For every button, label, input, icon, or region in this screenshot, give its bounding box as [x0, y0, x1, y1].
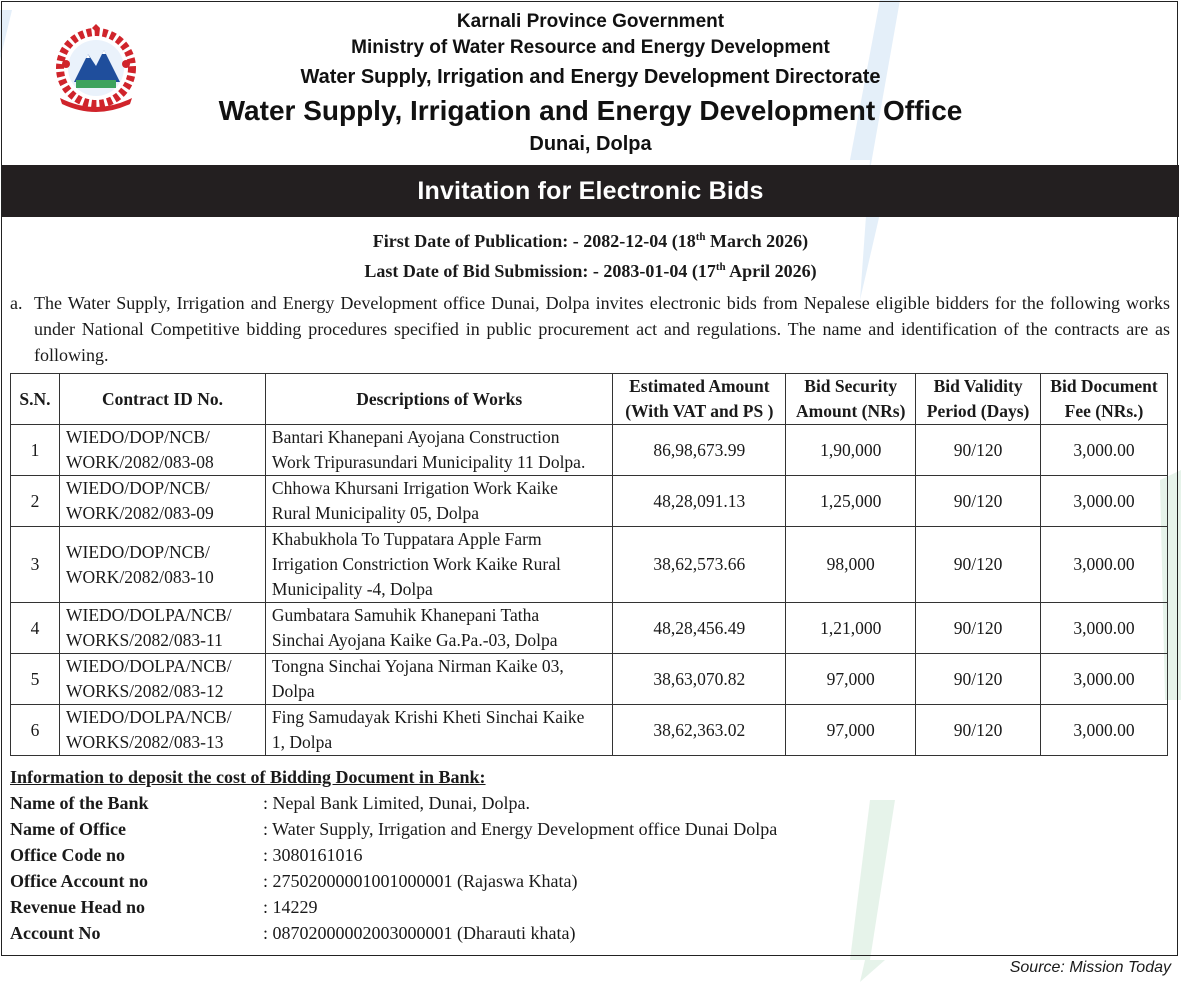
- description-line1: Bantari Khanepani Ayojana Construction: [271, 427, 560, 447]
- source-credit: Source: Mission Today: [1009, 959, 1171, 976]
- table-row: [11, 527, 1168, 603]
- bank-info-label: Office Account no: [10, 871, 148, 891]
- cell-description: [265, 603, 613, 654]
- cell-sn: 2: [11, 476, 60, 527]
- cell-validity: 90/120: [916, 425, 1041, 476]
- bank-info-value: : 14229: [263, 897, 318, 917]
- cell-fee: 3,000.00: [1041, 527, 1168, 603]
- cell-security: 1,21,000: [786, 603, 916, 654]
- description-line2: Dolpa: [271, 681, 315, 701]
- header-amount-line2: (With VAT and PS ): [625, 401, 774, 421]
- header-sn: S.N.: [11, 374, 60, 425]
- cell-validity: 90/120: [916, 705, 1041, 756]
- header-description: Descriptions of Works: [265, 374, 613, 425]
- cell-amount: 48,28,091.13: [613, 476, 786, 527]
- header-bid-security: [786, 374, 916, 425]
- bank-info-value: : Nepal Bank Limited, Dunai, Dolpa.: [263, 793, 530, 813]
- intro-marker: a.: [10, 293, 23, 313]
- province-government-title: Karnali Province Government: [456, 11, 725, 32]
- bank-info-value: : 3080161016: [263, 845, 363, 865]
- cell-sn: 3: [11, 527, 60, 603]
- header-fee-line2: Fee (NRs.): [1064, 401, 1144, 421]
- intro-paragraph: [10, 290, 1170, 368]
- contract-id-line2: WORK/2082/083-10: [65, 566, 214, 587]
- intro-text: The Water Supply, Irrigation and Energy Development office Dunai, Dolpa invites electronic bids from Nepalese eligible bidders for the following works under National Competitive bidding procedures specified in public procurement act and regulations. The name and identification of the contracts are as following.: [34, 293, 1170, 365]
- cell-validity: 90/120: [916, 654, 1041, 705]
- header-bid-validity: [916, 374, 1041, 425]
- cell-fee: 3,000.00: [1041, 603, 1168, 654]
- header-amount-line1: Estimated Amount: [629, 376, 770, 396]
- contract-id-line2: WORK/2082/083-08: [65, 452, 214, 472]
- cell-sn: 5: [11, 654, 60, 705]
- cell-contract-id: [59, 654, 265, 705]
- cell-description: [265, 527, 613, 603]
- cell-contract-id: [59, 705, 265, 756]
- description-line1: Fing Samudayak Krishi Kheti Sinchai Kaike: [271, 707, 585, 727]
- table-row: [11, 654, 1168, 705]
- contract-id-line2: WORK/2082/083-09: [65, 503, 214, 523]
- cell-security: 97,000: [786, 705, 916, 756]
- bank-info-value: : 27502000001001000001 (Rajaswa Khata): [263, 871, 578, 891]
- cell-amount: 38,62,363.02: [613, 705, 786, 756]
- contract-id-line1: WIEDO/DOLPA/NCB/: [65, 656, 232, 676]
- table-header-row: [11, 374, 1168, 425]
- cell-fee: 3,000.00: [1041, 476, 1168, 527]
- last-submission-date: Last Date of Bid Submission: - 2083-01-04 (17th April 2026): [364, 261, 817, 281]
- bank-info-label: Name of Office: [10, 819, 126, 839]
- table-row: [11, 705, 1168, 756]
- bank-info-row: [10, 793, 1160, 819]
- table-row: [11, 603, 1168, 654]
- description-line2: Work Tripurasundari Municipality 11 Dolpa.: [271, 452, 586, 472]
- cell-sn: 6: [11, 705, 60, 756]
- bank-info-row: [10, 819, 1160, 845]
- contracts-table: [10, 373, 1168, 756]
- contract-id-line2: WORKS/2082/083-11: [65, 630, 223, 650]
- header-security-line2: Amount (NRs): [796, 401, 906, 421]
- contract-id-line1: WIEDO/DOP/NCB/: [65, 478, 210, 498]
- cell-validity: 90/120: [916, 476, 1041, 527]
- cell-contract-id: [59, 476, 265, 527]
- bank-info-label: Office Code no: [10, 845, 125, 865]
- header-validity-line2: Period (Days): [926, 401, 1030, 421]
- bank-info-label: Revenue Head no: [10, 897, 145, 917]
- contract-id-line2: WORKS/2082/083-12: [65, 681, 224, 701]
- bank-info-label: Account No: [10, 923, 101, 943]
- description-line2: 1, Dolpa: [271, 732, 333, 752]
- cell-contract-id: [59, 527, 265, 603]
- description-line2: Irrigation Constriction Work Kaike Rural: [271, 554, 561, 574]
- office-title: Water Supply, Irrigation and Energy Development Office: [218, 95, 963, 126]
- cell-amount: 38,63,070.82: [613, 654, 786, 705]
- cell-description: [265, 476, 613, 527]
- header-fee-line1: Bid Document: [1050, 376, 1158, 396]
- bank-info-row: [10, 897, 1160, 923]
- first-publication-date: First Date of Publication: - 2082-12-04 (18th March 2026): [372, 231, 809, 251]
- contract-id-line2: WORKS/2082/083-13: [65, 732, 224, 752]
- cell-sn: 4: [11, 603, 60, 654]
- description-line1: Chhowa Khursani Irrigation Work Kaike: [271, 478, 558, 498]
- description-line1: Khabukhola To Tuppatara Apple Farm: [271, 529, 542, 549]
- header-document-fee: [1041, 374, 1168, 425]
- cell-sn: 1: [11, 425, 60, 476]
- office-location: Dunai, Dolpa: [529, 133, 652, 155]
- description-line2: Sinchai Ayojana Kaike Ga.Pa.-03, Dolpa: [271, 630, 558, 650]
- cell-security: 1,90,000: [786, 425, 916, 476]
- bank-info-value: : 08702000002003000001 (Dharauti khata): [263, 923, 576, 943]
- header-contract-id: Contract ID No.: [59, 374, 265, 425]
- bank-info-row: [10, 871, 1160, 897]
- header-security-line1: Bid Security: [804, 376, 898, 396]
- directorate-title: Water Supply, Irrigation and Energy Development Directorate: [300, 66, 881, 88]
- cell-security: 1,25,000: [786, 476, 916, 527]
- cell-amount: 48,28,456.49: [613, 603, 786, 654]
- cell-contract-id: [59, 425, 265, 476]
- cell-description: [265, 654, 613, 705]
- cell-security: 98,000: [786, 527, 916, 603]
- cell-validity: 90/120: [916, 527, 1041, 603]
- description-line2: Rural Municipality 05, Dolpa: [271, 503, 479, 523]
- table-row: [11, 425, 1168, 476]
- description-line3: Municipality -4, Dolpa: [271, 579, 433, 599]
- cell-contract-id: [59, 603, 265, 654]
- cell-description: [265, 705, 613, 756]
- bank-info-row: [10, 923, 1160, 949]
- cell-description: [265, 425, 613, 476]
- cell-security: 97,000: [786, 654, 916, 705]
- header-validity-line1: Bid Validity: [933, 376, 1023, 396]
- bank-info-title: Information to deposit the cost of Bidding Document in Bank:: [10, 767, 486, 787]
- table-row: [11, 476, 1168, 527]
- bank-info-label: Name of the Bank: [10, 793, 149, 813]
- cell-fee: 3,000.00: [1041, 705, 1168, 756]
- notice-banner: Invitation for Electronic Bids: [2, 165, 1179, 217]
- cell-amount: 86,98,673.99: [613, 425, 786, 476]
- cell-fee: 3,000.00: [1041, 425, 1168, 476]
- bank-info-value: : Water Supply, Irrigation and Energy Development office Dunai Dolpa: [263, 819, 778, 839]
- bank-info-row: [10, 845, 1160, 871]
- contract-id-line1: WIEDO/DOLPA/NCB/: [65, 707, 232, 727]
- cell-validity: 90/120: [916, 603, 1041, 654]
- header-estimated-amount: [613, 374, 786, 425]
- contract-id-line1: WIEDO/DOP/NCB/: [65, 541, 210, 562]
- notice-header: [0, 0, 1181, 165]
- contract-id-line1: WIEDO/DOP/NCB/: [65, 427, 210, 447]
- cell-amount: 38,62,573.66: [613, 527, 786, 603]
- ministry-title: Ministry of Water Resource and Energy Development: [351, 37, 830, 58]
- description-line1: Gumbatara Samuhik Khanepani Tatha: [271, 605, 540, 625]
- contract-id-line1: WIEDO/DOLPA/NCB/: [65, 605, 232, 625]
- cell-fee: 3,000.00: [1041, 654, 1168, 705]
- description-line1: Tongna Sinchai Yojana Nirman Kaike 03,: [271, 656, 564, 676]
